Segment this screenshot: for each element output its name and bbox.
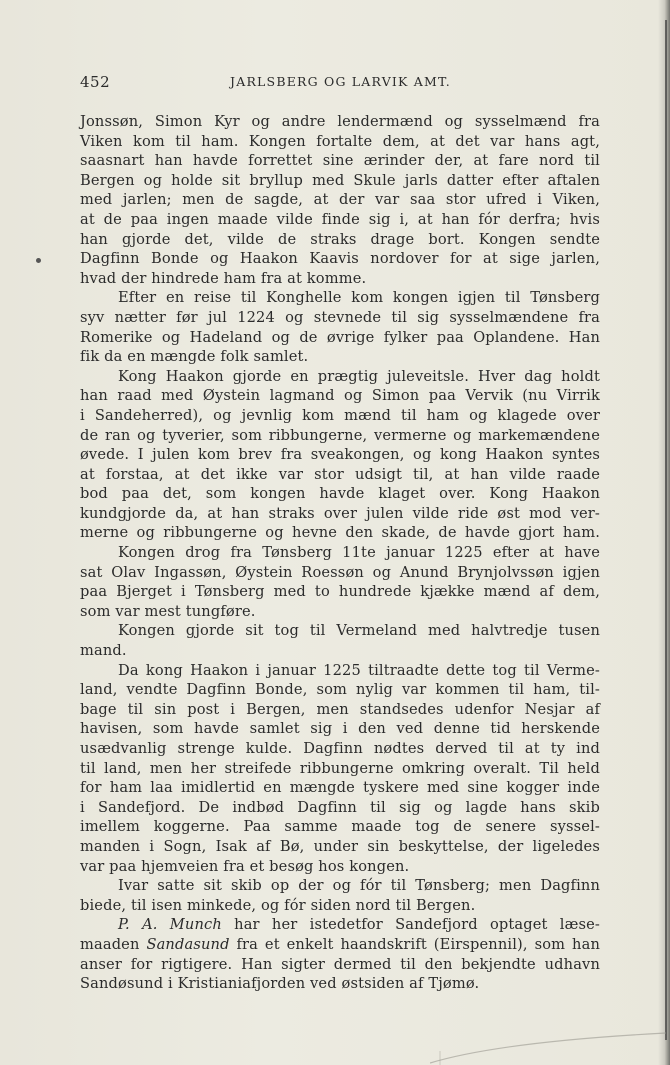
text-line: manden i Sogn, Isak af Bø, under sin beskyttelse, der ligeledes bbox=[80, 837, 600, 855]
text-line: sat Olav Ingassøn, Øystein Roessøn og Anund Brynjolvssøn igjen bbox=[80, 563, 600, 581]
text-line: som var mest tungføre. bbox=[80, 602, 256, 620]
note-author: P. A. Munch bbox=[118, 916, 222, 934]
text-line: usædvanlig strenge kulde. Dagfinn nødtes derved til at ty ind bbox=[80, 740, 600, 757]
margin-mark bbox=[36, 258, 41, 263]
note-text: har her istedetfor Sandefjord optaget læse- bbox=[221, 916, 600, 934]
note-line: anser for rigtigere. Han sigter dermed til den bekjendte udhavn bbox=[80, 955, 600, 973]
text-line: imellem koggerne. Paa samme maade tog de senere syssel- bbox=[80, 818, 600, 836]
text-line: kundgjorde da, at han straks over julen vilde ride øst mod ver- bbox=[80, 504, 600, 522]
text-line: bage til sin post i Bergen, men standsedes udenfor Nesjar af bbox=[80, 700, 600, 718]
text-line: bod paa det, som kongen havde klaget over. Kong Haakon bbox=[80, 485, 600, 503]
page-curl-decoration bbox=[430, 1015, 670, 1065]
text-line: til land, men her streifede ribbungerne omkring overalt. Til held bbox=[80, 759, 600, 777]
text-line: han gjorde det, vilde de straks drage bort. Kongen sendte bbox=[80, 230, 600, 248]
text-lines bbox=[80, 112, 600, 915]
text-line: i Sandefjord. De indbød Dagfinn til sig og lagde hans skib bbox=[80, 798, 600, 816]
running-head bbox=[80, 73, 600, 95]
note-text: fra et enkelt haandskrift (Eirspennil), som han bbox=[229, 935, 601, 953]
text-line: Viken kom til ham. Kongen fortalte dem, at det var hans agt, bbox=[80, 132, 600, 150]
text-line: Efter en reise til Konghelle kom kongen igjen til Tønsberg bbox=[118, 289, 600, 307]
page-edge-shadow bbox=[658, 0, 670, 1065]
text-line: Da kong Haakon i januar 1225 tiltraadte dette tog til Verme- bbox=[118, 661, 600, 679]
text-line: hvad der hindrede ham fra at komme. bbox=[80, 269, 367, 287]
note-line bbox=[80, 935, 600, 955]
text-line: Ivar satte sit skib op der og fór til Tønsberg; men Dagfinn bbox=[118, 877, 600, 895]
text-line: mand. bbox=[80, 642, 127, 660]
text-line: han raad med Øystein lagmand og Simon paa Vervik (nu Virrik bbox=[80, 387, 600, 405]
text-line: syv nætter før jul 1224 og stevnede til sig sysselmændene fra bbox=[80, 308, 600, 326]
text-line: Jonssøn, Simon Kyr og andre lendermænd og sysselmænd fra bbox=[80, 113, 600, 130]
text-line: biede, til isen minkede, og fór siden nord til Bergen. bbox=[80, 896, 476, 914]
text-line: øvede. I julen kom brev fra sveakongen, og kong Haakon syntes bbox=[80, 446, 600, 464]
page-number: 452 bbox=[80, 73, 111, 91]
text-line: saasnart han havde forrettet sine ærinder der, at fare nord til bbox=[80, 152, 600, 170]
note-line: Sandøsund i Kristianiafjorden ved østsiden af Tjømø. bbox=[80, 975, 480, 993]
text-line: havisen, som havde samlet sig i den ved denne tid herskende bbox=[80, 720, 600, 738]
page-edge-line bbox=[665, 20, 667, 1040]
text-line: Dagfinn Bonde og Haakon Kaavis nordover for at sige jarlen, bbox=[80, 250, 600, 268]
note-text: maaden bbox=[80, 935, 147, 953]
text-line: fik da en mængde folk samlet. bbox=[80, 348, 309, 366]
text-line: Kong Haakon gjorde en prægtig juleveitsle. Hver dag holdt bbox=[118, 367, 600, 385]
body-text bbox=[80, 112, 600, 994]
text-line: merne og ribbungerne og hevne den skade, de havde gjort ham. bbox=[80, 524, 600, 542]
text-line: Romerike og Hadeland og de øvrige fylker paa Oplandene. Han bbox=[80, 328, 600, 346]
text-line: at forstaa, at det ikke var stor udsigt til, at han vilde raade bbox=[80, 465, 600, 483]
text-line: at de paa ingen maade vilde finde sig i, at han fór derfra; hvis bbox=[80, 210, 600, 228]
text-line: Kongen gjorde sit tog til Vermeland med halvtredje tusen bbox=[118, 622, 600, 640]
text-line: for ham laa imidlertid en mængde tyskere med sine kogger inde bbox=[80, 779, 600, 797]
running-title: JARLSBERG OG LARVIK AMT. bbox=[230, 74, 451, 89]
note-italic-term: Sandasund bbox=[146, 935, 230, 953]
note-line bbox=[80, 915, 600, 935]
text-line: var paa hjemveien fra et besøg hos kongen. bbox=[80, 857, 410, 875]
text-line: paa Bjerget i Tønsberg med to hundrede kjække mænd af dem, bbox=[80, 583, 600, 601]
text-line: Kongen drog fra Tønsberg 11te januar 1225 efter at have bbox=[118, 544, 600, 562]
text-line: de ran og tyverier, som ribbungerne, vermerne og markemændene bbox=[80, 426, 600, 444]
text-line: Bergen og holde sit bryllup med Skule jarls datter efter aftalen bbox=[80, 171, 600, 189]
text-line: land, vendte Dagfinn Bonde, som nylig var kommen til ham, til- bbox=[80, 681, 600, 699]
text-line: i Sandeherred), og jevnlig kom mænd til ham og klagede over bbox=[80, 406, 600, 424]
text-line: med jarlen; men de sagde, at der var saa stor ufred i Viken, bbox=[80, 191, 600, 209]
